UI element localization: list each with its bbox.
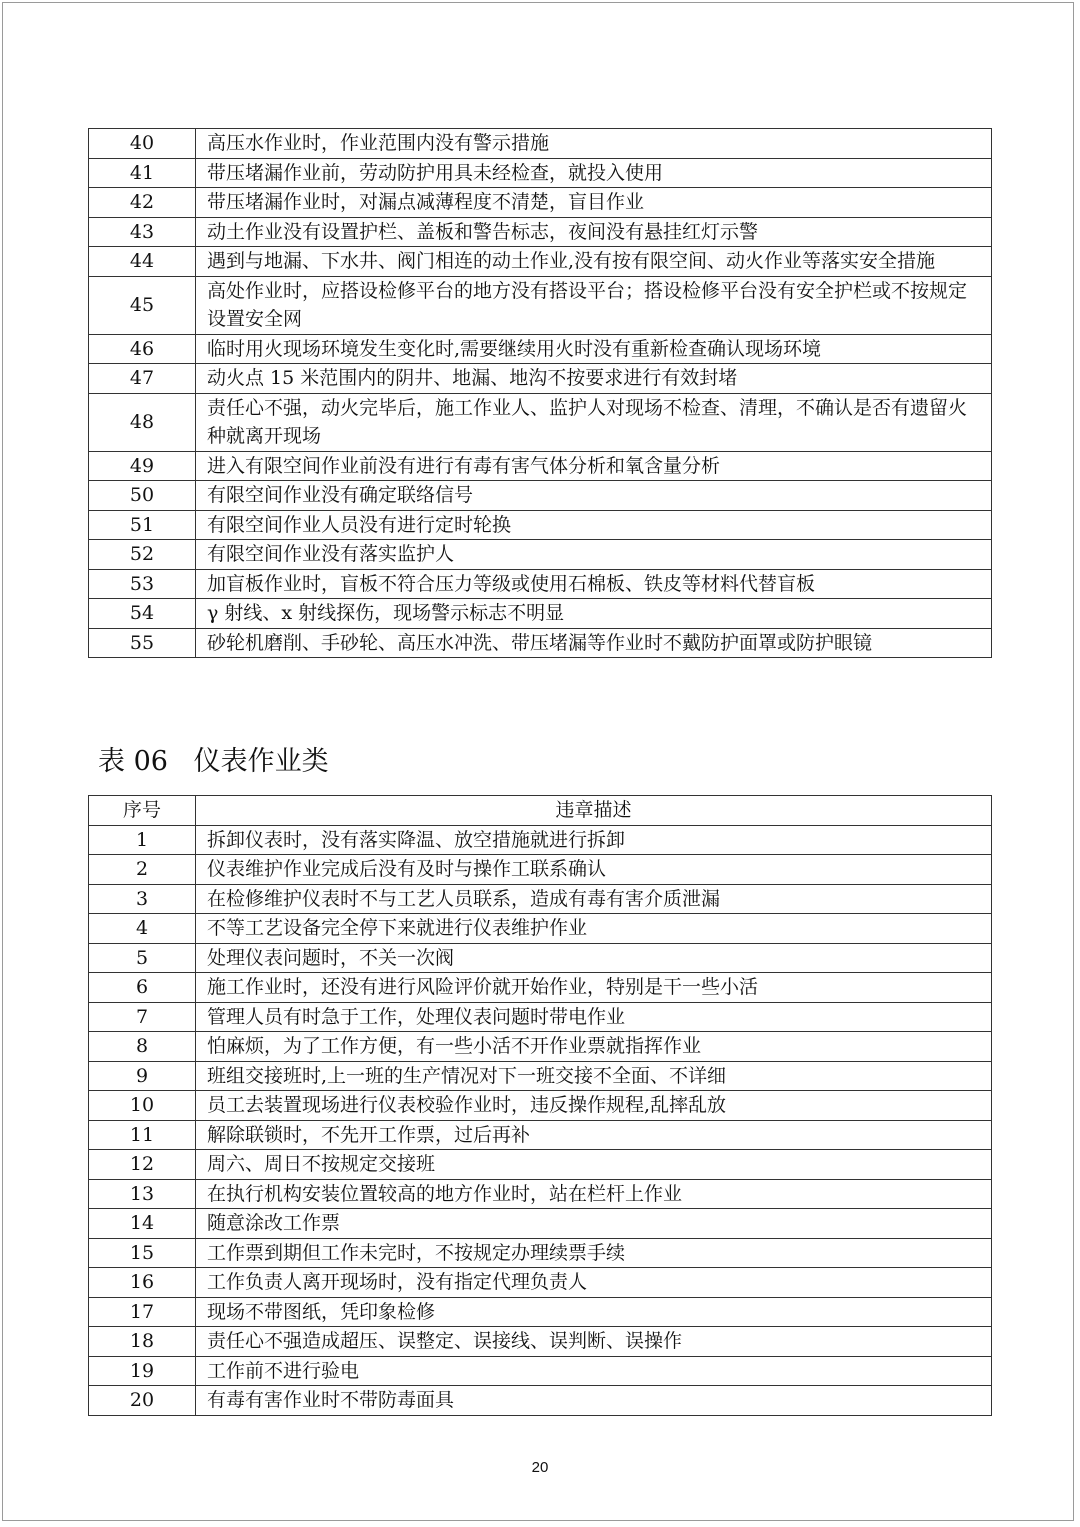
row-violation-description: 随意涂改工作票	[196, 1209, 992, 1239]
row-violation-description: 加盲板作业时，盲板不符合压力等级或使用石棉板、铁皮等材料代替盲板	[196, 569, 992, 599]
row-violation-description: 工作票到期但工作未完时，不按规定办理续票手续	[196, 1238, 992, 1268]
row-violation-description: 不等工艺设备完全停下来就进行仪表维护作业	[196, 914, 992, 944]
table-row	[89, 1238, 992, 1268]
row-violation-description: 有毒有害作业时不带防毒面具	[196, 1386, 992, 1416]
row-serial-number: 18	[89, 1327, 196, 1357]
table-header-row	[89, 796, 992, 826]
table-row	[89, 825, 992, 855]
row-serial-number: 3	[89, 884, 196, 914]
table-row	[89, 393, 992, 451]
row-serial-number: 46	[89, 334, 196, 364]
table-row	[89, 1297, 992, 1327]
violations-table-continued	[88, 128, 992, 658]
row-violation-description: 遇到与地漏、下水井、阀门相连的动土作业,没有按有限空间、动火作业等落实安全措施	[196, 247, 992, 277]
table-row	[89, 1002, 992, 1032]
row-violation-description: 进入有限空间作业前没有进行有毒有害气体分析和氧含量分析	[196, 451, 992, 481]
row-violation-description: 砂轮机磨削、手砂轮、高压水冲洗、带压堵漏等作业时不戴防护面罩或防护眼镜	[196, 628, 992, 658]
row-serial-number: 13	[89, 1179, 196, 1209]
table-row	[89, 914, 992, 944]
table-row	[89, 158, 992, 188]
row-violation-description: 仪表维护作业完成后没有及时与操作工联系确认	[196, 855, 992, 885]
table-row	[89, 1120, 992, 1150]
table-row	[89, 973, 992, 1003]
page-number: 20	[531, 1459, 549, 1476]
row-serial-number: 40	[89, 129, 196, 159]
row-serial-number: 42	[89, 188, 196, 218]
table-row	[89, 884, 992, 914]
table-row	[89, 188, 992, 218]
row-violation-description: 在执行机构安装位置较高的地方作业时，站在栏杆上作业	[196, 1179, 992, 1209]
table-row	[89, 1356, 992, 1386]
table-row	[89, 540, 992, 570]
row-serial-number: 5	[89, 943, 196, 973]
row-serial-number: 16	[89, 1268, 196, 1298]
table-row	[89, 569, 992, 599]
row-serial-number: 55	[89, 628, 196, 658]
table-row	[89, 364, 992, 394]
table-row	[89, 1386, 992, 1416]
row-violation-description: 周六、周日不按规定交接班	[196, 1150, 992, 1180]
table-row	[89, 334, 992, 364]
row-serial-number: 53	[89, 569, 196, 599]
row-serial-number: 44	[89, 247, 196, 277]
table-row	[89, 481, 992, 511]
table-row	[89, 129, 992, 159]
table-row	[89, 1061, 992, 1091]
row-serial-number: 43	[89, 217, 196, 247]
table-row	[89, 599, 992, 629]
row-violation-description: 带压堵漏作业时，对漏点减薄程度不清楚，盲目作业	[196, 188, 992, 218]
row-violation-description: 动土作业没有设置护栏、盖板和警告标志，夜间没有悬挂红灯示警	[196, 217, 992, 247]
row-serial-number: 7	[89, 1002, 196, 1032]
header-violation-description: 违章描述	[196, 796, 992, 826]
table-row	[89, 1032, 992, 1062]
row-serial-number: 17	[89, 1297, 196, 1327]
row-violation-description: 施工作业时，还没有进行风险评价就开始作业，特别是干一些小活	[196, 973, 992, 1003]
table-row	[89, 1091, 992, 1121]
row-serial-number: 12	[89, 1150, 196, 1180]
row-serial-number: 41	[89, 158, 196, 188]
row-violation-description: 员工去装置现场进行仪表校验作业时，违反操作规程,乱摔乱放	[196, 1091, 992, 1121]
row-violation-description: 有限空间作业人员没有进行定时轮换	[196, 510, 992, 540]
row-violation-description: 怕麻烦，为了工作方便，有一些小活不开作业票就指挥作业	[196, 1032, 992, 1062]
row-serial-number: 14	[89, 1209, 196, 1239]
row-violation-description: 高处作业时，应搭设检修平台的地方没有搭设平台；搭设检修平台没有安全护栏或不按规定设置安全网	[196, 276, 992, 334]
row-serial-number: 49	[89, 451, 196, 481]
row-violation-description: 现场不带图纸，凭印象检修	[196, 1297, 992, 1327]
row-violation-description: 管理人员有时急于工作，处理仪表问题时带电作业	[196, 1002, 992, 1032]
row-serial-number: 11	[89, 1120, 196, 1150]
row-violation-description: 拆卸仪表时，没有落实降温、放空措施就进行拆卸	[196, 825, 992, 855]
row-violation-description: 有限空间作业没有确定联络信号	[196, 481, 992, 511]
row-serial-number: 6	[89, 973, 196, 1003]
table-row	[89, 451, 992, 481]
row-serial-number: 19	[89, 1356, 196, 1386]
row-serial-number: 48	[89, 393, 196, 451]
table-row	[89, 943, 992, 973]
row-serial-number: 8	[89, 1032, 196, 1062]
row-serial-number: 1	[89, 825, 196, 855]
row-violation-description: 有限空间作业没有落实监护人	[196, 540, 992, 570]
row-violation-description: 解除联锁时，不先开工作票，过后再补	[196, 1120, 992, 1150]
table-row	[89, 1150, 992, 1180]
row-serial-number: 45	[89, 276, 196, 334]
table-row	[89, 1327, 992, 1357]
section-title: 表 06 仪表作业类	[98, 746, 329, 777]
row-serial-number: 47	[89, 364, 196, 394]
table-row	[89, 628, 992, 658]
row-violation-description: 工作负责人离开现场时，没有指定代理负责人	[196, 1268, 992, 1298]
row-serial-number: 10	[89, 1091, 196, 1121]
table-row	[89, 217, 992, 247]
table-row	[89, 855, 992, 885]
row-serial-number: 52	[89, 540, 196, 570]
row-serial-number: 50	[89, 481, 196, 511]
row-serial-number: 2	[89, 855, 196, 885]
row-violation-description: γ 射线、x 射线探伤，现场警示标志不明显	[196, 599, 992, 629]
row-violation-description: 动火点 15 米范围内的阴井、地漏、地沟不按要求进行有效封堵	[196, 364, 992, 394]
table-row	[89, 1179, 992, 1209]
table-row	[89, 276, 992, 334]
row-violation-description: 责任心不强造成超压、误整定、误接线、误判断、误操作	[196, 1327, 992, 1357]
table-row	[89, 510, 992, 540]
row-serial-number: 15	[89, 1238, 196, 1268]
row-violation-description: 高压水作业时，作业范围内没有警示措施	[196, 129, 992, 159]
row-violation-description: 处理仪表问题时，不关一次阀	[196, 943, 992, 973]
row-violation-description: 带压堵漏作业前，劳动防护用具未经检查，就投入使用	[196, 158, 992, 188]
table-row	[89, 247, 992, 277]
table-row	[89, 1209, 992, 1239]
row-serial-number: 54	[89, 599, 196, 629]
header-serial-number: 序号	[89, 796, 196, 826]
row-serial-number: 4	[89, 914, 196, 944]
row-violation-description: 工作前不进行验电	[196, 1356, 992, 1386]
row-serial-number: 20	[89, 1386, 196, 1416]
instrument-violations-table	[88, 795, 992, 1416]
row-violation-description: 责任心不强，动火完毕后，施工作业人、监护人对现场不检查、清理，不确认是否有遗留火种就离开现场	[196, 393, 992, 451]
row-violation-description: 在检修维护仪表时不与工艺人员联系，造成有毒有害介质泄漏	[196, 884, 992, 914]
row-serial-number: 9	[89, 1061, 196, 1091]
row-serial-number: 51	[89, 510, 196, 540]
row-violation-description: 班组交接班时,上一班的生产情况对下一班交接不全面、不详细	[196, 1061, 992, 1091]
table-row	[89, 1268, 992, 1298]
row-violation-description: 临时用火现场环境发生变化时,需要继续用火时没有重新检查确认现场环境	[196, 334, 992, 364]
